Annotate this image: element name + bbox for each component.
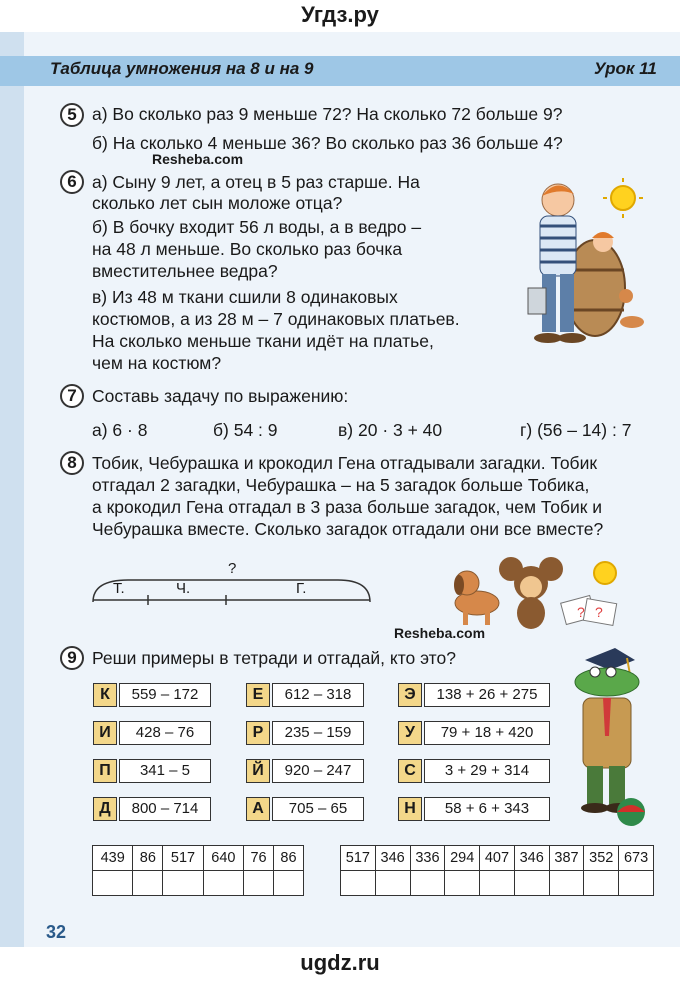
answer-cell: 76 — [244, 846, 274, 871]
site-title-bottom[interactable]: ugdz.ru — [300, 950, 380, 975]
answer-letter-blank[interactable] — [274, 871, 304, 896]
task-8-line: а крокодил Гена отгадал в 3 раза больше загадок, чем Тобик и — [92, 497, 603, 517]
expression-cell: 341 – 5 — [119, 759, 211, 783]
svg-text:?: ? — [595, 604, 603, 620]
task-6-line: в) Из 48 м ткани сшили 8 одинаковых — [92, 287, 398, 307]
answer-cell: 346 — [514, 846, 549, 871]
answer-letter-blank[interactable] — [480, 871, 515, 896]
task-5-a: а) Во сколько раз 9 меньше 72? На сколько 72 больше 9? — [92, 104, 563, 124]
expression-cell: 58 + 6 + 343 — [424, 797, 550, 821]
answer-letter-blank[interactable] — [163, 871, 203, 896]
answer-cell: 86 — [274, 846, 304, 871]
task-7-text: Составь задачу по выражению: — [92, 386, 349, 406]
answer-cell: 86 — [133, 846, 163, 871]
letter-cell: А — [246, 797, 270, 821]
task-7-item: г) (56 – 14) : 7 — [520, 420, 632, 440]
expression-cell: 920 – 247 — [272, 759, 364, 783]
letter-cell: Р — [246, 721, 270, 745]
task-7-item: в) 20 · 3 + 40 — [338, 420, 443, 440]
expression-cell: 705 – 65 — [272, 797, 364, 821]
task-6-line: На сколько меньше ткани идёт на платье, — [92, 331, 434, 351]
expression-cell: 3 + 29 + 314 — [424, 759, 550, 783]
answer-letter-blank[interactable] — [133, 871, 163, 896]
answer-letter-blank[interactable] — [584, 871, 619, 896]
task-6-number: 6 — [60, 170, 84, 194]
task-7-item: б) 54 : 9 — [213, 420, 278, 440]
answer-cell: 352 — [584, 846, 619, 871]
page-number: 32 — [46, 922, 67, 942]
task-5-b: б) На сколько 4 меньше 36? Во сколько раз 36 больше 4? — [92, 133, 563, 153]
answer-cell: 407 — [480, 846, 515, 871]
answer-letter-blank[interactable] — [203, 871, 243, 896]
task-8-line: отгадал 2 загадки, Чебурашка – на 5 загадок больше Тобика, — [92, 475, 590, 495]
answer-cell: 640 — [203, 846, 243, 871]
task-7-item: а) 6 · 8 — [92, 420, 148, 440]
answer-letter-blank[interactable] — [410, 871, 445, 896]
answer-letter-blank[interactable] — [341, 871, 376, 896]
answer-cell: 673 — [619, 846, 654, 871]
expression-cell: 235 – 159 — [272, 721, 364, 745]
task-6-line: а) Сыну 9 лет, а отец в 5 раз старше. На — [92, 172, 420, 192]
watermark-2: Resheba.com — [394, 625, 486, 641]
letter-cell: Д — [93, 797, 117, 821]
expression-cell: 138 + 26 + 275 — [424, 683, 550, 707]
expression-cell: 559 – 172 — [119, 683, 211, 707]
answer-letter-blank[interactable] — [514, 871, 549, 896]
svg-text:?: ? — [577, 604, 585, 620]
dog-cheburashka-illustration — [445, 555, 635, 635]
answer-cell: 294 — [445, 846, 480, 871]
answer-cell: 346 — [375, 846, 410, 871]
letter-cell: К — [93, 683, 117, 707]
task-6-line: сколько лет сын моложе отца? — [92, 193, 343, 213]
answer-table-1 — [92, 845, 304, 896]
expression-cell: 428 – 76 — [119, 721, 211, 745]
task-6-line: вместительнее ведра? — [92, 261, 278, 281]
letter-cell: И — [93, 721, 117, 745]
letter-cell: П — [93, 759, 117, 783]
crocodile-gena-illustration — [565, 640, 660, 835]
task-6-line: костюмов, а из 28 м – 7 одинаковых платьев. — [92, 309, 460, 329]
task-8-line: Чебурашка вместе. Сколько загадок отгадали они все вместе? — [92, 519, 604, 539]
task-5-number: 5 — [60, 103, 84, 127]
answer-cell: 387 — [549, 846, 584, 871]
diagram-question: ? — [228, 560, 237, 577]
boy-barrel-illustration — [500, 170, 660, 355]
letter-cell: У — [398, 721, 422, 745]
task-9-number: 9 — [60, 646, 84, 670]
task-6-line: чем на костюм? — [92, 353, 222, 373]
letter-cell: Н — [398, 797, 422, 821]
answer-cell: 439 — [93, 846, 133, 871]
letter-cell: Й — [246, 759, 270, 783]
diagram-label-cheburashka: Ч. — [176, 580, 191, 597]
answer-cell: 336 — [410, 846, 445, 871]
task-6-line: на 48 л меньше. Во сколько раз бочка — [92, 239, 403, 259]
letter-cell: Э — [398, 683, 422, 707]
answer-cell: 517 — [163, 846, 203, 871]
letter-cell: Е — [246, 683, 270, 707]
task-6-line: б) В бочку входит 56 л воды, а в ведро – — [92, 217, 422, 237]
header-lesson: Урок 11 — [594, 59, 657, 78]
expression-cell: 79 + 18 + 420 — [424, 721, 550, 745]
expression-cell: 612 – 318 — [272, 683, 364, 707]
task-9-text: Реши примеры в тетради и отгадай, кто это? — [92, 648, 456, 668]
task-8-number: 8 — [60, 451, 84, 475]
task-8-line: Тобик, Чебурашка и крокодил Гена отгадывали загадки. Тобик — [92, 453, 598, 473]
diagram-label-tobik: Т. — [113, 580, 125, 597]
task-7-number: 7 — [60, 384, 84, 408]
header-title: Таблица умножения на 8 и на 9 — [50, 59, 314, 78]
page-left-margin — [0, 32, 24, 947]
answer-letter-blank[interactable] — [244, 871, 274, 896]
answer-letter-blank[interactable] — [375, 871, 410, 896]
answer-letter-blank[interactable] — [93, 871, 133, 896]
answer-letter-blank[interactable] — [445, 871, 480, 896]
diagram-label-gena: Г. — [296, 580, 307, 597]
expression-cell: 800 – 714 — [119, 797, 211, 821]
answer-letter-blank[interactable] — [619, 871, 654, 896]
letter-cell: С — [398, 759, 422, 783]
site-title-top[interactable]: Угдз.ру — [301, 2, 379, 27]
watermark-1: Resheba.com — [152, 151, 244, 167]
answer-table-2 — [340, 845, 654, 896]
answer-cell: 517 — [341, 846, 376, 871]
answer-letter-blank[interactable] — [549, 871, 584, 896]
